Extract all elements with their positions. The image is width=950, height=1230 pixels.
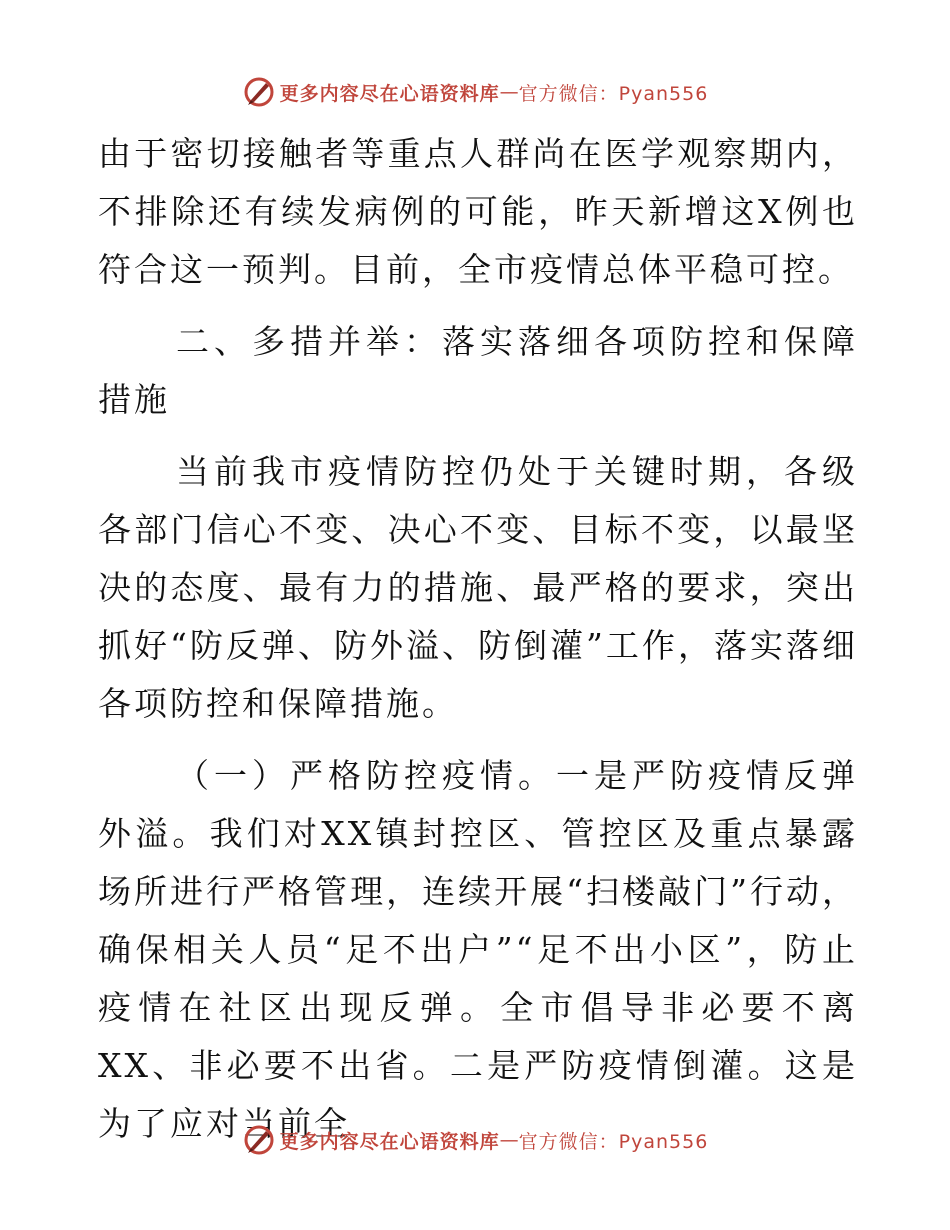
paragraph-measures: 当前我市疫情防控仍处于关键时期，各级各部门信心不变、决心不变、目标不变，以最坚决的态度、最有力的措施、最严格的要求，突出抓好“防反弹、防外溢、防倒灌”工作，落实落细各项防控和保障措施。 [98,452,858,723]
quill-circle-icon [242,1123,276,1157]
watermark-contact: 官方微信：Pyan556 [518,82,709,105]
watermark-footer [0,1120,950,1160]
watermark-dash: — [499,81,519,103]
watermark-header [0,72,950,112]
document-body [98,125,858,1153]
watermark-text: 更多内容尽在心语资料库 [279,1130,500,1153]
paragraph-control: （一）严格防控疫情。一是严防疫情反弹外溢。我们对XX镇封控区、管控区及重点暴露场所进行严格管理，连续开展“扫楼敲门”行动，确保相关人员“足不出户”“足不出小区”，防止疫情在社区出现反弹。全市倡导非必要不离XX、非必要不出省。二是严防疫情倒灌。这是为了应对当前全 [98,756,858,1143]
paragraph-continuation: 由于密切接触者等重点人群尚在医学观察期内，不排除还有续发病例的可能，昨天新增这X例也符合这一预判。目前，全市疫情总体平稳可控。 [98,134,858,289]
watermark-text: 更多内容尽在心语资料库 [279,82,500,105]
watermark-dash: — [499,1129,519,1151]
section-heading: 二、多措并举：落实落细各项防控和保障措施 [98,322,858,419]
watermark-contact: 官方微信：Pyan556 [518,1130,709,1153]
quill-circle-icon [242,75,276,109]
